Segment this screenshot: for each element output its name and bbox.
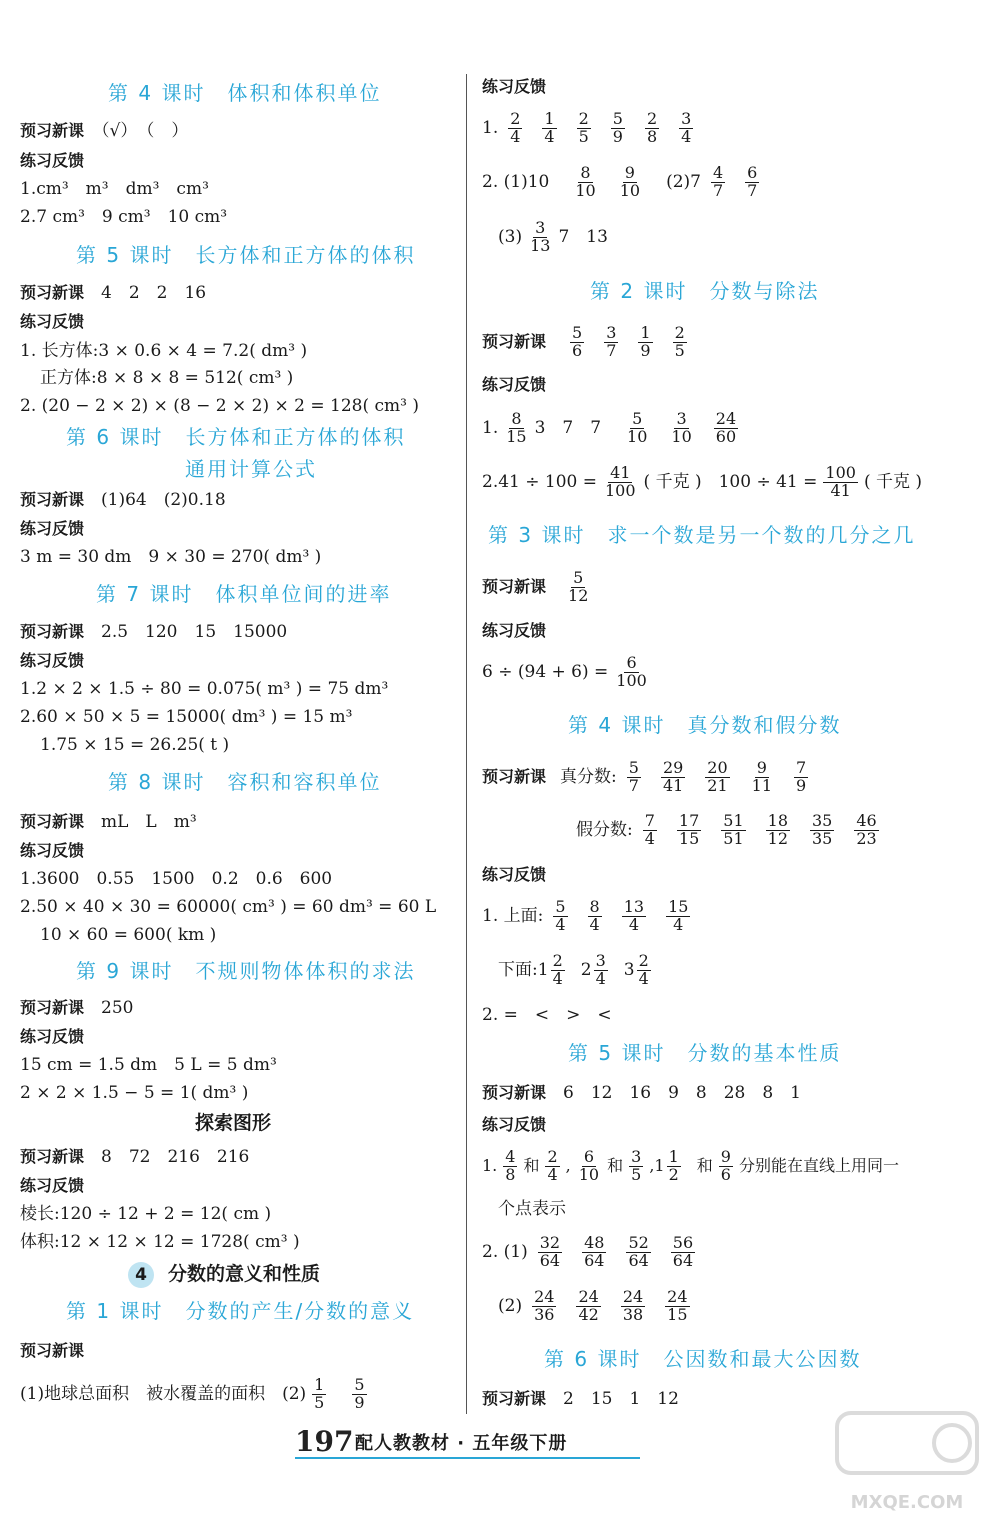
fraction	[766, 813, 790, 848]
denominator: 10	[575, 181, 596, 200]
lesson-title: 第 5 课时 长方体和正方体的体积	[76, 243, 416, 267]
watermark-text: MXQE.COM	[850, 1492, 964, 1513]
numerator: 4	[712, 163, 724, 183]
numerator: 5	[354, 1375, 365, 1395]
numerator: 3	[606, 323, 617, 343]
answer-line: 正方体:8 × 8 × 8 = 512( cm³ )	[40, 368, 294, 388]
lesson-title: 第 5 课时 分数的基本性质	[568, 1041, 842, 1065]
denominator: 42	[578, 1305, 599, 1324]
fraction	[677, 813, 701, 848]
numerator: 6	[626, 653, 637, 673]
denominator: 4	[681, 127, 692, 146]
numerator: 48	[584, 1233, 605, 1253]
fraction	[667, 1149, 681, 1184]
denominator: 7	[747, 181, 758, 200]
denominator: 9	[640, 341, 651, 360]
fraction	[810, 813, 834, 848]
answer-line: 2.7 cm³ 9 cm³ 10 cm³	[20, 207, 228, 227]
footer-text: 配人教教材 · 五年级下册	[355, 1433, 568, 1454]
feedback-label: 练习反馈	[20, 841, 85, 860]
denominator: 6	[572, 341, 583, 360]
column-divider	[466, 74, 467, 1414]
numerator: 51	[723, 811, 744, 831]
answer-line: 预习新课 6 12 16 9 8 28 8 1	[482, 1083, 801, 1103]
feedback-label: 练习反馈	[20, 519, 85, 538]
denominator: 4	[595, 969, 606, 988]
answer-line: 预习新课 (1)64 (2)0.18	[20, 490, 226, 510]
answer-line: (1)地球总面积 被水覆盖的面积 (2) $\frac{1}{5}$ $\frac{5}{9}$	[20, 1375, 365, 1412]
denominator: 15	[667, 1305, 688, 1324]
answer-line: 预习新课 4 2 2 16	[20, 283, 207, 303]
answer-line: 1. $\frac{2}{4}$ $\frac{1}{4}$ $\frac{2}{5}$ $\frac{5}{9}$ $\frac{2}{8}$ $\frac{3}{4}$	[482, 109, 692, 146]
lesson-title: 第 1 课时 分数的产生/分数的意义	[66, 1299, 415, 1323]
lesson-title: 第 7 课时 体积单位间的进率	[96, 582, 392, 606]
fraction	[504, 411, 528, 446]
lesson-title: 第 4 课时 真分数和假分数	[568, 713, 842, 737]
numerator: 2	[552, 951, 563, 971]
fraction	[643, 813, 657, 848]
denominator: 6	[720, 1165, 731, 1184]
fraction	[542, 111, 556, 146]
section-title: 探索图形	[195, 1112, 272, 1134]
fraction	[545, 1149, 559, 1184]
fraction	[614, 655, 649, 690]
denominator: 4	[547, 1165, 558, 1184]
denominator: 7	[712, 181, 724, 200]
denominator: 64	[628, 1251, 649, 1270]
fraction	[638, 325, 652, 360]
fraction	[626, 1235, 650, 1270]
denominator: 10	[619, 181, 641, 200]
numerator: 5	[573, 568, 584, 588]
answer-line: 下面:1 $\frac{2}{4}$ 2 $\frac{3}{4}$ 3 $\frac{2}{4}$	[498, 948, 667, 992]
answer-line: 预习新课 $\frac{5}{6}$ $\frac{3}{7}$ $\frac{1}{9}$ $\frac{2}{5}$	[482, 323, 685, 360]
fraction	[637, 953, 651, 988]
watermark-icon	[832, 1403, 982, 1483]
fraction	[582, 1235, 606, 1270]
answer-line: 预习新课 $\frac{5}{12}$	[482, 568, 589, 605]
denominator: 41	[662, 776, 684, 795]
numerator: 6	[583, 1147, 595, 1167]
numerator: 56	[672, 1233, 694, 1253]
numerator: 6	[747, 163, 758, 183]
numerator: 7	[644, 811, 655, 831]
preview-label: 预习新课	[20, 1341, 85, 1360]
denominator: 7	[606, 341, 617, 360]
answer-line: 1. $\frac{4}{8}$ 和 $\frac{2}{4}$ , $\frac{6}{10}$ 和 $\frac{3}{5}$ ,1 $\frac{1}{2}$ 和 $\frac{9}{6}$ 分别能在直线上用同一	[482, 1147, 899, 1184]
unit-heading: 4 分数的意义和性质	[128, 1260, 320, 1289]
feedback-label: 练习反馈	[482, 1115, 547, 1134]
numerator: 5	[555, 897, 566, 917]
denominator: 9	[796, 776, 807, 795]
answer-line: 预习新课 250	[20, 998, 134, 1018]
numerator: 18	[767, 811, 788, 831]
denominator: 5	[314, 1393, 325, 1412]
whole-part: 1	[537, 960, 549, 980]
denominator: 5	[631, 1165, 642, 1184]
feedback-label: 练习反馈	[20, 1176, 85, 1195]
numerator: 3	[535, 218, 546, 238]
numerator: 29	[662, 758, 684, 778]
fraction	[750, 760, 774, 795]
answer-line: 1.3600 0.55 1500 0.2 0.6 600	[20, 869, 333, 889]
fraction	[823, 465, 858, 500]
numerator: 9	[624, 163, 635, 183]
denominator: 64	[672, 1251, 694, 1270]
denominator: 100	[616, 671, 647, 690]
numerator: 1	[640, 323, 651, 343]
fraction	[666, 899, 690, 934]
fraction	[566, 570, 590, 605]
numerator: 9	[720, 1147, 731, 1167]
denominator: 5	[674, 341, 685, 360]
denominator: 10	[627, 427, 648, 446]
numerator: 5	[628, 758, 639, 778]
fraction	[673, 325, 687, 360]
feedback-label: 练习反馈	[482, 375, 547, 394]
unit-number-badge: 4	[128, 1262, 154, 1288]
fraction	[538, 1235, 562, 1270]
numerator: 2	[646, 109, 658, 129]
lesson-title-cont: 通用计算公式	[185, 457, 317, 481]
feedback-label: 练习反馈	[20, 312, 85, 331]
numerator: 35	[812, 811, 833, 831]
denominator: 38	[622, 1305, 644, 1324]
fraction	[577, 1149, 601, 1184]
denominator: 64	[584, 1251, 605, 1270]
answer-line: 2. (1) $\frac{32}{64}$ $\frac{48}{64}$ $\frac{52}{64}$ $\frac{56}{64}$	[482, 1233, 694, 1270]
denominator: 10	[671, 427, 692, 446]
fraction	[679, 111, 693, 146]
answer-line: 个点表示	[498, 1199, 566, 1219]
denominator: 23	[856, 829, 877, 848]
numerator: 24	[622, 1287, 644, 1307]
denominator: 64	[539, 1251, 561, 1270]
numerator: 32	[539, 1233, 561, 1253]
fraction	[669, 411, 693, 446]
denominator: 4	[544, 127, 555, 146]
answer-line: 1. 上面: $\frac{5}{4}$ $\frac{8}{4}$ $\frac{13}{4}$ $\frac{15}{4}$	[482, 897, 689, 934]
fraction	[745, 165, 759, 200]
denominator: 4	[510, 127, 521, 146]
lesson-title: 第 6 课时 公因数和最大公因数	[544, 1347, 862, 1371]
numerator: 8	[580, 163, 591, 183]
denominator: 12	[568, 586, 589, 605]
fraction	[794, 760, 808, 795]
fraction	[551, 953, 565, 988]
fraction	[629, 1149, 643, 1184]
denominator: 9	[612, 127, 623, 146]
answer-line: 预习新课 8 72 216 216	[20, 1147, 250, 1167]
fraction	[352, 1377, 366, 1412]
mixed-number	[623, 951, 657, 988]
fraction	[503, 1149, 517, 1184]
denominator: 4	[589, 915, 600, 934]
fraction	[714, 411, 738, 446]
answer-line: 1.2 × 2 × 1.5 ÷ 80 = 0.075( m³ ) = 75 dm³	[20, 679, 389, 699]
denominator: 4	[638, 969, 649, 988]
lesson-title: 第 2 课时 分数与除法	[590, 279, 820, 303]
numerator: 24	[715, 409, 737, 429]
fraction	[625, 411, 649, 446]
numerator: 5	[572, 323, 583, 343]
numerator: 1	[668, 1147, 679, 1167]
fraction	[603, 465, 638, 500]
answer-line: 预习新课 2.5 120 15 15000	[20, 622, 288, 642]
answer-line: 6 ÷ (94 + 6) = $\frac{6}{100}$	[482, 653, 647, 690]
denominator: 4	[628, 915, 639, 934]
numerator: 41	[610, 463, 631, 483]
answer-line: (3) $\frac{3}{13}$ 7 13	[498, 218, 608, 255]
fraction	[594, 953, 608, 988]
denominator: 15	[678, 829, 700, 848]
fraction	[622, 899, 646, 934]
numerator: 52	[628, 1233, 649, 1253]
answer-line: 1. $\frac{8}{15}$ 3 7 7 $\frac{5}{10}$ $\frac{3}{10}$ $\frac{24}{60}$	[482, 409, 737, 446]
numerator: 7	[796, 758, 807, 778]
answer-line: 体积:12 × 12 × 12 = 1728( cm³ )	[20, 1232, 300, 1252]
numerator: 24	[667, 1287, 688, 1307]
denominator: 2	[668, 1165, 679, 1184]
fraction	[576, 1289, 600, 1324]
feedback-label: 练习反馈	[482, 621, 547, 640]
denominator: 15	[506, 427, 527, 446]
answer-line: 2.50 × 40 × 30 = 60000( cm³ ) = 60 dm³ = 60 L	[20, 897, 437, 917]
answer-line: 2. (1)10 $\frac{8}{10}$ $\frac{9}{10}$ (2)7 $\frac{4}{7}$ $\frac{6}{7}$	[482, 163, 758, 200]
feedback-label: 练习反馈	[482, 865, 547, 884]
fraction	[621, 1289, 645, 1324]
feedback-label: 练习反馈	[20, 1027, 85, 1046]
numerator: 4	[505, 1147, 516, 1167]
fraction	[312, 1377, 326, 1412]
numerator: 1	[314, 1375, 325, 1395]
numerator: 3	[681, 109, 692, 129]
answer-line: 1. 长方体:3 × 0.6 × 4 = 7.2( dm³ )	[20, 341, 308, 361]
numerator: 1	[544, 109, 555, 129]
fraction	[665, 1289, 689, 1324]
fraction	[627, 760, 641, 795]
denominator: 4	[644, 829, 655, 848]
numerator: 2	[578, 109, 589, 129]
lesson-title: 第 9 课时 不规则物体体积的求法	[76, 959, 416, 983]
numerator: 2	[510, 109, 521, 129]
numerator: 17	[678, 811, 700, 831]
answer-line: 2.60 × 50 × 5 = 15000( dm³ ) = 15 m³	[20, 707, 353, 727]
numerator: 9	[756, 758, 767, 778]
numerator: 3	[595, 951, 606, 971]
numerator: 2	[674, 323, 685, 343]
feedback-label: 练习反馈	[482, 77, 547, 96]
denominator: 12	[767, 829, 788, 848]
answer-line: 棱长:120 ÷ 12 + 2 = 12( cm )	[20, 1204, 272, 1224]
numerator: 5	[612, 109, 623, 129]
numerator: 2	[547, 1147, 558, 1167]
fraction	[721, 813, 745, 848]
fraction	[573, 165, 597, 200]
page-number: 197	[295, 1425, 354, 1458]
answer-line: 15 cm = 1.5 dm 5 L = 5 dm³	[20, 1055, 277, 1075]
numerator: 24	[534, 1287, 555, 1307]
page-footer	[295, 1425, 640, 1459]
denominator: 8	[646, 127, 658, 146]
answer-line: 2. (20 − 2 × 2) × (8 − 2 × 2) × 2 = 128( cm³ )	[20, 396, 420, 416]
denominator: 100	[605, 481, 636, 500]
mixed-number	[580, 951, 614, 988]
fraction	[588, 899, 602, 934]
lesson-title: 第 6 课时 长方体和正方体的体积	[66, 425, 406, 449]
denominator: 35	[812, 829, 833, 848]
numerator: 5	[632, 409, 643, 429]
answer-line: 2.41 ÷ 100 = $\frac{41}{100}$ ( 千克 ) 100 ÷ 41 = $\frac{100}{41}$ ( 千克 )	[482, 463, 923, 500]
numerator: 20	[707, 758, 728, 778]
answer-line: 2. = < > <	[482, 1005, 612, 1025]
fraction	[508, 111, 522, 146]
numerator: 24	[578, 1287, 599, 1307]
fraction	[532, 1289, 556, 1324]
numerator: 100	[825, 463, 856, 483]
denominator: 4	[555, 915, 566, 934]
answer-line: 2 × 2 × 1.5 − 5 = 1( dm³ )	[20, 1083, 249, 1103]
feedback-label: 练习反馈	[20, 651, 85, 670]
answer-line: 假分数: $\frac{7}{4}$ $\frac{17}{15}$ $\frac{51}{51}$ $\frac{18}{12}$ $\frac{35}{35}$ $\frac{46}{23}$	[576, 811, 877, 848]
denominator: 11	[751, 776, 773, 795]
feedback-label: 练习反馈	[20, 151, 85, 170]
fraction	[528, 220, 552, 255]
denominator: 21	[707, 776, 728, 795]
denominator: 4	[552, 969, 563, 988]
denominator: 13	[530, 236, 551, 255]
denominator: 4	[673, 915, 684, 934]
answer-line: 1.75 × 15 = 26.25( t )	[40, 735, 230, 755]
answer-line: 3 m = 30 dm 9 × 30 = 270( dm³ )	[20, 547, 322, 567]
fraction	[661, 760, 685, 795]
fraction	[671, 1235, 695, 1270]
numerator: 2	[638, 951, 649, 971]
denominator: 51	[723, 829, 744, 848]
fraction	[570, 325, 584, 360]
fraction	[705, 760, 729, 795]
answer-line: 预习新课 2 15 1 12	[482, 1389, 679, 1409]
fraction	[711, 165, 725, 200]
denominator: 36	[534, 1305, 555, 1324]
denominator: 60	[715, 427, 737, 446]
numerator: 15	[668, 897, 689, 917]
numerator: 3	[676, 409, 687, 429]
denominator: 10	[578, 1165, 600, 1184]
answer-line: 预习新课 mL L m³	[20, 812, 197, 832]
lesson-title: 第 4 课时 体积和体积单位	[108, 81, 382, 105]
fraction	[645, 111, 659, 146]
mixed-number	[654, 1147, 686, 1184]
denominator: 8	[505, 1165, 516, 1184]
fraction	[611, 111, 625, 146]
answer-line: 1.cm³ m³ dm³ cm³	[20, 179, 209, 199]
fraction	[854, 813, 878, 848]
mixed-number	[537, 951, 571, 988]
numerator: 13	[623, 897, 645, 917]
whole-part: 2	[580, 960, 592, 980]
lesson-title: 第 3 课时 求一个数是另一个数的几分之几	[488, 523, 916, 547]
lesson-title: 第 8 课时 容积和容积单位	[108, 770, 382, 794]
answer-line: 预习新课 （√） （ ）	[20, 121, 189, 141]
fraction	[577, 111, 591, 146]
numerator: 3	[631, 1147, 642, 1167]
numerator: 8	[589, 897, 600, 917]
fraction	[604, 325, 618, 360]
denominator: 5	[578, 127, 589, 146]
fraction	[618, 165, 642, 200]
numerator: 46	[856, 811, 877, 831]
answer-line: 10 × 60 = 600( km )	[40, 925, 217, 945]
whole-part: 1	[654, 1156, 665, 1175]
fraction	[719, 1149, 733, 1184]
answer-line: (2) $\frac{24}{36}$ $\frac{24}{42}$ $\frac{24}{38}$ $\frac{24}{15}$	[498, 1287, 688, 1324]
numerator: 8	[511, 409, 522, 429]
denominator: 7	[628, 776, 639, 795]
denominator: 41	[830, 481, 851, 500]
fraction	[553, 899, 567, 934]
answer-line: 预习新课 真分数: $\frac{5}{7}$ $\frac{29}{41}$ $\frac{20}{21}$ $\frac{9}{11}$ $\frac{7}{9}$	[482, 758, 807, 795]
watermark-logo	[832, 1403, 982, 1513]
denominator: 9	[354, 1393, 365, 1412]
whole-part: 3	[623, 960, 635, 980]
